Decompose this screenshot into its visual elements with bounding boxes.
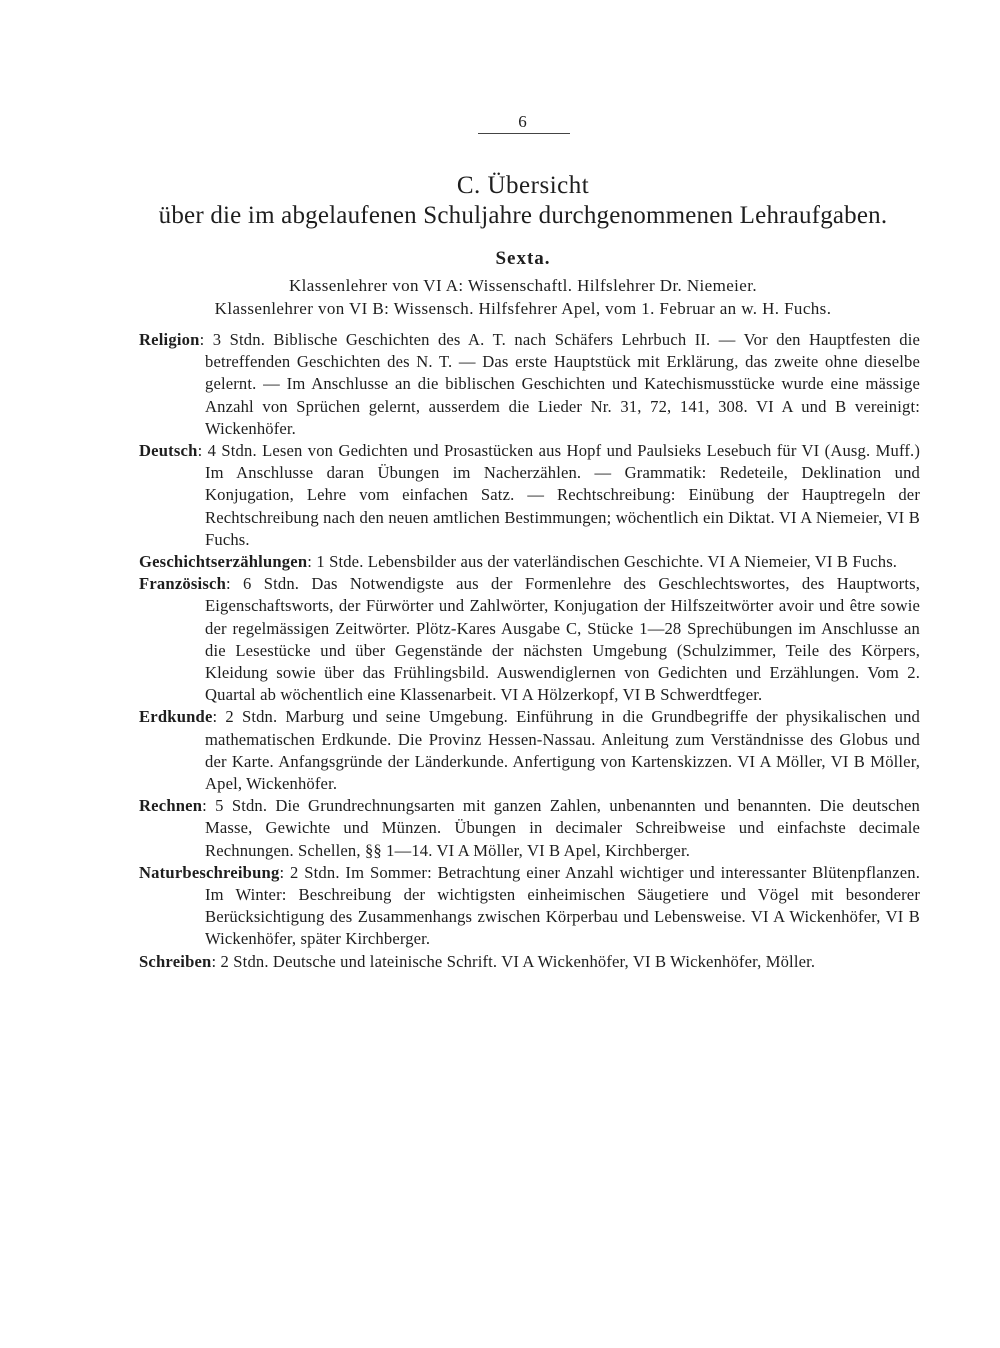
subject-entry-schreiben — [139, 951, 920, 973]
class-teacher-line: Klassenlehrer von VI B: Wissensch. Hilfsfehrer Apel, vom 1. Februar an w. H. Fuchs. — [214, 299, 832, 318]
subject-entry-religion — [139, 329, 920, 440]
subject-entry-geschichtserzaehlungen — [139, 551, 920, 573]
subject-list — [139, 329, 920, 973]
subject-text: : 5 Stdn. Die Grundrechnungsarten mit ganzen Zahlen, unbenannten und benannten. Die deutschen Masse, Gewichte und Münzen. Übungen in decimaler Schreibweise und einfachste decimale Rechnungen. Schellen, §§ 1—14. VI A Möller, VI B Apel, Kirchberger. — [202, 796, 920, 860]
subject-name: Geschichtserzählungen — [139, 552, 308, 572]
subject-entry-deutsch — [139, 440, 920, 551]
subject-text: : 2 Stdn. Marburg und seine Umgebung. Einführung in die Grundbegriffe der physikalischen und mathematischen Erdkunde. Die Provinz Hessen-Nassau. Anleitung zum Verständnisse des Globus und der Karte. Anfangsgründe der Länderkunde. Anfertigung von Kartenskizzen. VI A Möller, VI B Möller, Apel, Wickenhöfer. — [205, 707, 920, 794]
subject-entry-rechnen — [139, 795, 920, 862]
subject-name: Naturbeschreibung — [139, 862, 280, 882]
section-subheading: über die im abgelaufenen Schuljahre durchgenommenen Lehraufgaben. — [158, 202, 888, 229]
subject-name: Erdkunde — [139, 707, 213, 727]
subject-name: Religion — [139, 330, 200, 349]
subject-name: Rechnen — [139, 796, 203, 816]
subject-text: : 6 Stdn. Das Notwendigste aus der Formenlehre des Geschlechtswortes, des Hauptworts, Eigenschaftsworts, der Fürwörter und Zahlwörter, Konjugation der Hilfszeitwörter avoir und être sowie der regelmässigen Zeitwörter. Plötz-Kares Ausgabe C, Stücke 1—28 Sprechübungen im Anschlusse an die Lesestücke und über Gegenstände der nächsten Umgebung (Schulzimmer, Teile des Körpers, Kleidung sowie über das Frühlingsbild. Auswendiglernen von Gedichten und Erzählungen. Vom 2. Quartal ab wöchentlich eine Klassenarbeit. VI A Hölzerkopf, VI B Schwerdtfeger. — [205, 574, 920, 705]
section-heading: C. Übersicht — [456, 172, 590, 199]
class-teacher-line: Klassenlehrer von VI A: Wissenschaftl. Hilfslehrer Dr. Niemeier. — [288, 276, 758, 295]
subject-text: : 2 Stdn. Im Sommer: Betrachtung einer Anzahl wichtiger und interessanter Blütenpflanzen. Im Winter: Beschreibung der wichtigsten einheimischen Säugetiere und Vögel mit besonderer Berücksichtigung des Zusammenhangs zwischen Körperbau und Lebensweise. VI A Wickenhöfer, VI B Wickenhöfer, später Kirchberger. — [205, 862, 920, 949]
page-number: 6 — [518, 112, 528, 131]
class-title: Sexta. — [495, 248, 551, 269]
subject-text: : 4 Stdn. Lesen von Gedichten und Prosastücken aus Hopf und Paulsieks Lesebuch für VI (Ausg. Muff.) Im Anschlusse daran Übungen im Nacherzählen. — Grammatik: Redeteile, Deklination und Konjugation, Lehre vom einfachen Satz. — Rechtschreibung: Einübung der Hauptregeln der Rechtschreibung nach den neuen amtlichen Bestimmungen; wöchentlich ein Diktat. VI A Niemeier, VI B Fuchs. — [197, 441, 920, 549]
subject-name: Schreiben — [139, 951, 212, 971]
page-number-rule — [478, 133, 570, 134]
subject-name: Deutsch — [139, 441, 198, 461]
subject-text: : 1 Stde. Lebensbilder aus der vaterländischen Geschichte. VI A Niemeier, VI B Fuchs. — [307, 552, 898, 572]
subject-name: Französisch — [139, 574, 227, 594]
subject-entry-erdkunde — [139, 706, 920, 795]
subject-entry-franzoesisch — [139, 573, 920, 706]
subject-text: : 2 Stdn. Deutsche und lateinische Schrift. VI A Wickenhöfer, VI B Wickenhöfer, Möller. — [211, 951, 816, 971]
subject-entry-naturbeschreibung — [139, 862, 920, 951]
subject-text: : 3 Stdn. Biblische Geschichten des A. T. nach Schäfers Lehrbuch II. — Vor den Hauptfesten die betreffenden Geschichten des N. T. — Das erste Hauptstück mit Erklärung, das zweite ohne dieselbe gelernt. — Im Anschlusse an die biblischen Geschichten und Katechismusstücke wurde eine mässige Anzahl von Sprüchen gelernt, ausserdem die Lieder Nr. 31, 72, 141, 308. VI A und B vereinigt: Wickenhöfer. — [199, 330, 920, 438]
